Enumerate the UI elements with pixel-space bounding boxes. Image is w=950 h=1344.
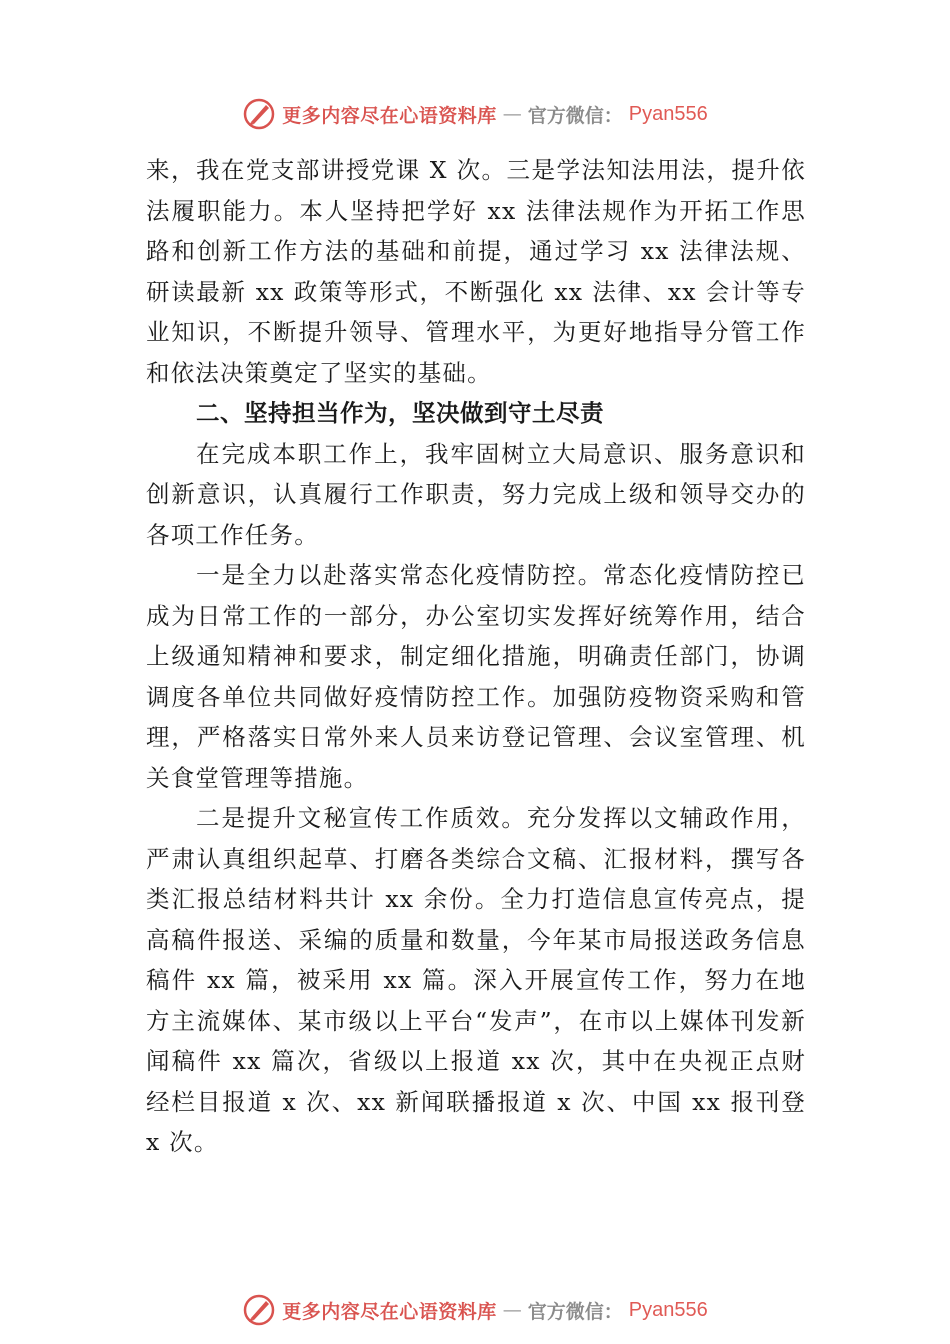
document-body <box>146 150 806 1163</box>
banner-separator: — <box>502 1299 522 1321</box>
paragraph-secretarial-publicity: 二是提升文秘宣传工作质效。充分发挥以文辅政作用，严肃认真组织起草、打磨各类综合文稿、汇报材料，撰写各类汇报总结材料共计 xx 余份。全力打造信息宣传亮点，提高稿件报送、采编的质量和数量，今年某市局报送政务信息稿件 xx 篇，被采用 xx 篇。深入开展宣传工作，努力在地方主流媒体、某市级以上平台“发声”，在市以上媒体刊发新闻稿件 xx 篇次，省级以上报道 xx 次，其中在央视正点财经栏目报道 x 次、xx 新闻联播报道 x 次、中国 xx 报刊登 x 次。 <box>146 804 806 1156</box>
banner-wechat-label: 官方微信： <box>527 1300 623 1323</box>
section-heading: 二、坚持担当作为，坚决做到守土尽责 <box>196 399 604 427</box>
banner-wechat-id: Pyan556 <box>628 1298 708 1321</box>
paragraph-epidemic-control: 一是全力以赴落实常态化疫情防控。常态化疫情防控已成为日常工作的一部分，办公室切实发挥好统筹作用，结合上级通知精神和要求，制定细化措施，明确责任部门，协调调度各单位共同做好疫情防控工作。加强防疫物资采购和管理，严格落实日常外来人员来访登记管理、会议室管理、机关食堂管理等措施。 <box>146 561 806 792</box>
header-banner <box>0 94 950 134</box>
banner-wechat-id: Pyan556 <box>628 102 708 125</box>
quill-logo-icon <box>242 97 276 131</box>
banner-slogan: 更多内容尽在心语资料库 <box>282 104 497 127</box>
banner-separator: — <box>502 103 522 125</box>
banner-wechat-label: 官方微信： <box>527 104 623 127</box>
quill-logo-icon <box>242 1293 276 1327</box>
banner-slogan: 更多内容尽在心语资料库 <box>282 1300 497 1323</box>
paragraph-continuation: 来，我在党支部讲授党课 X 次。三是学法知法用法，提升依法履职能力。本人坚持把学好 xx 法律法规作为开拓工作思路和创新工作方法的基础和前提，通过学习 xx 法律法规、研读最新 xx 政策等形式，不断强化 xx 法律、xx 会计等专业知识，不断提升领导、管理水平，为更好地指导分管工作和依法决策奠定了坚实的基础。 <box>146 156 806 387</box>
footer-banner <box>0 1290 950 1330</box>
paragraph-intro: 在完成本职工作上，我牢固树立大局意识、服务意识和创新意识，认真履行工作职责，努力完成上级和领导交办的各项工作任务。 <box>146 439 806 549</box>
